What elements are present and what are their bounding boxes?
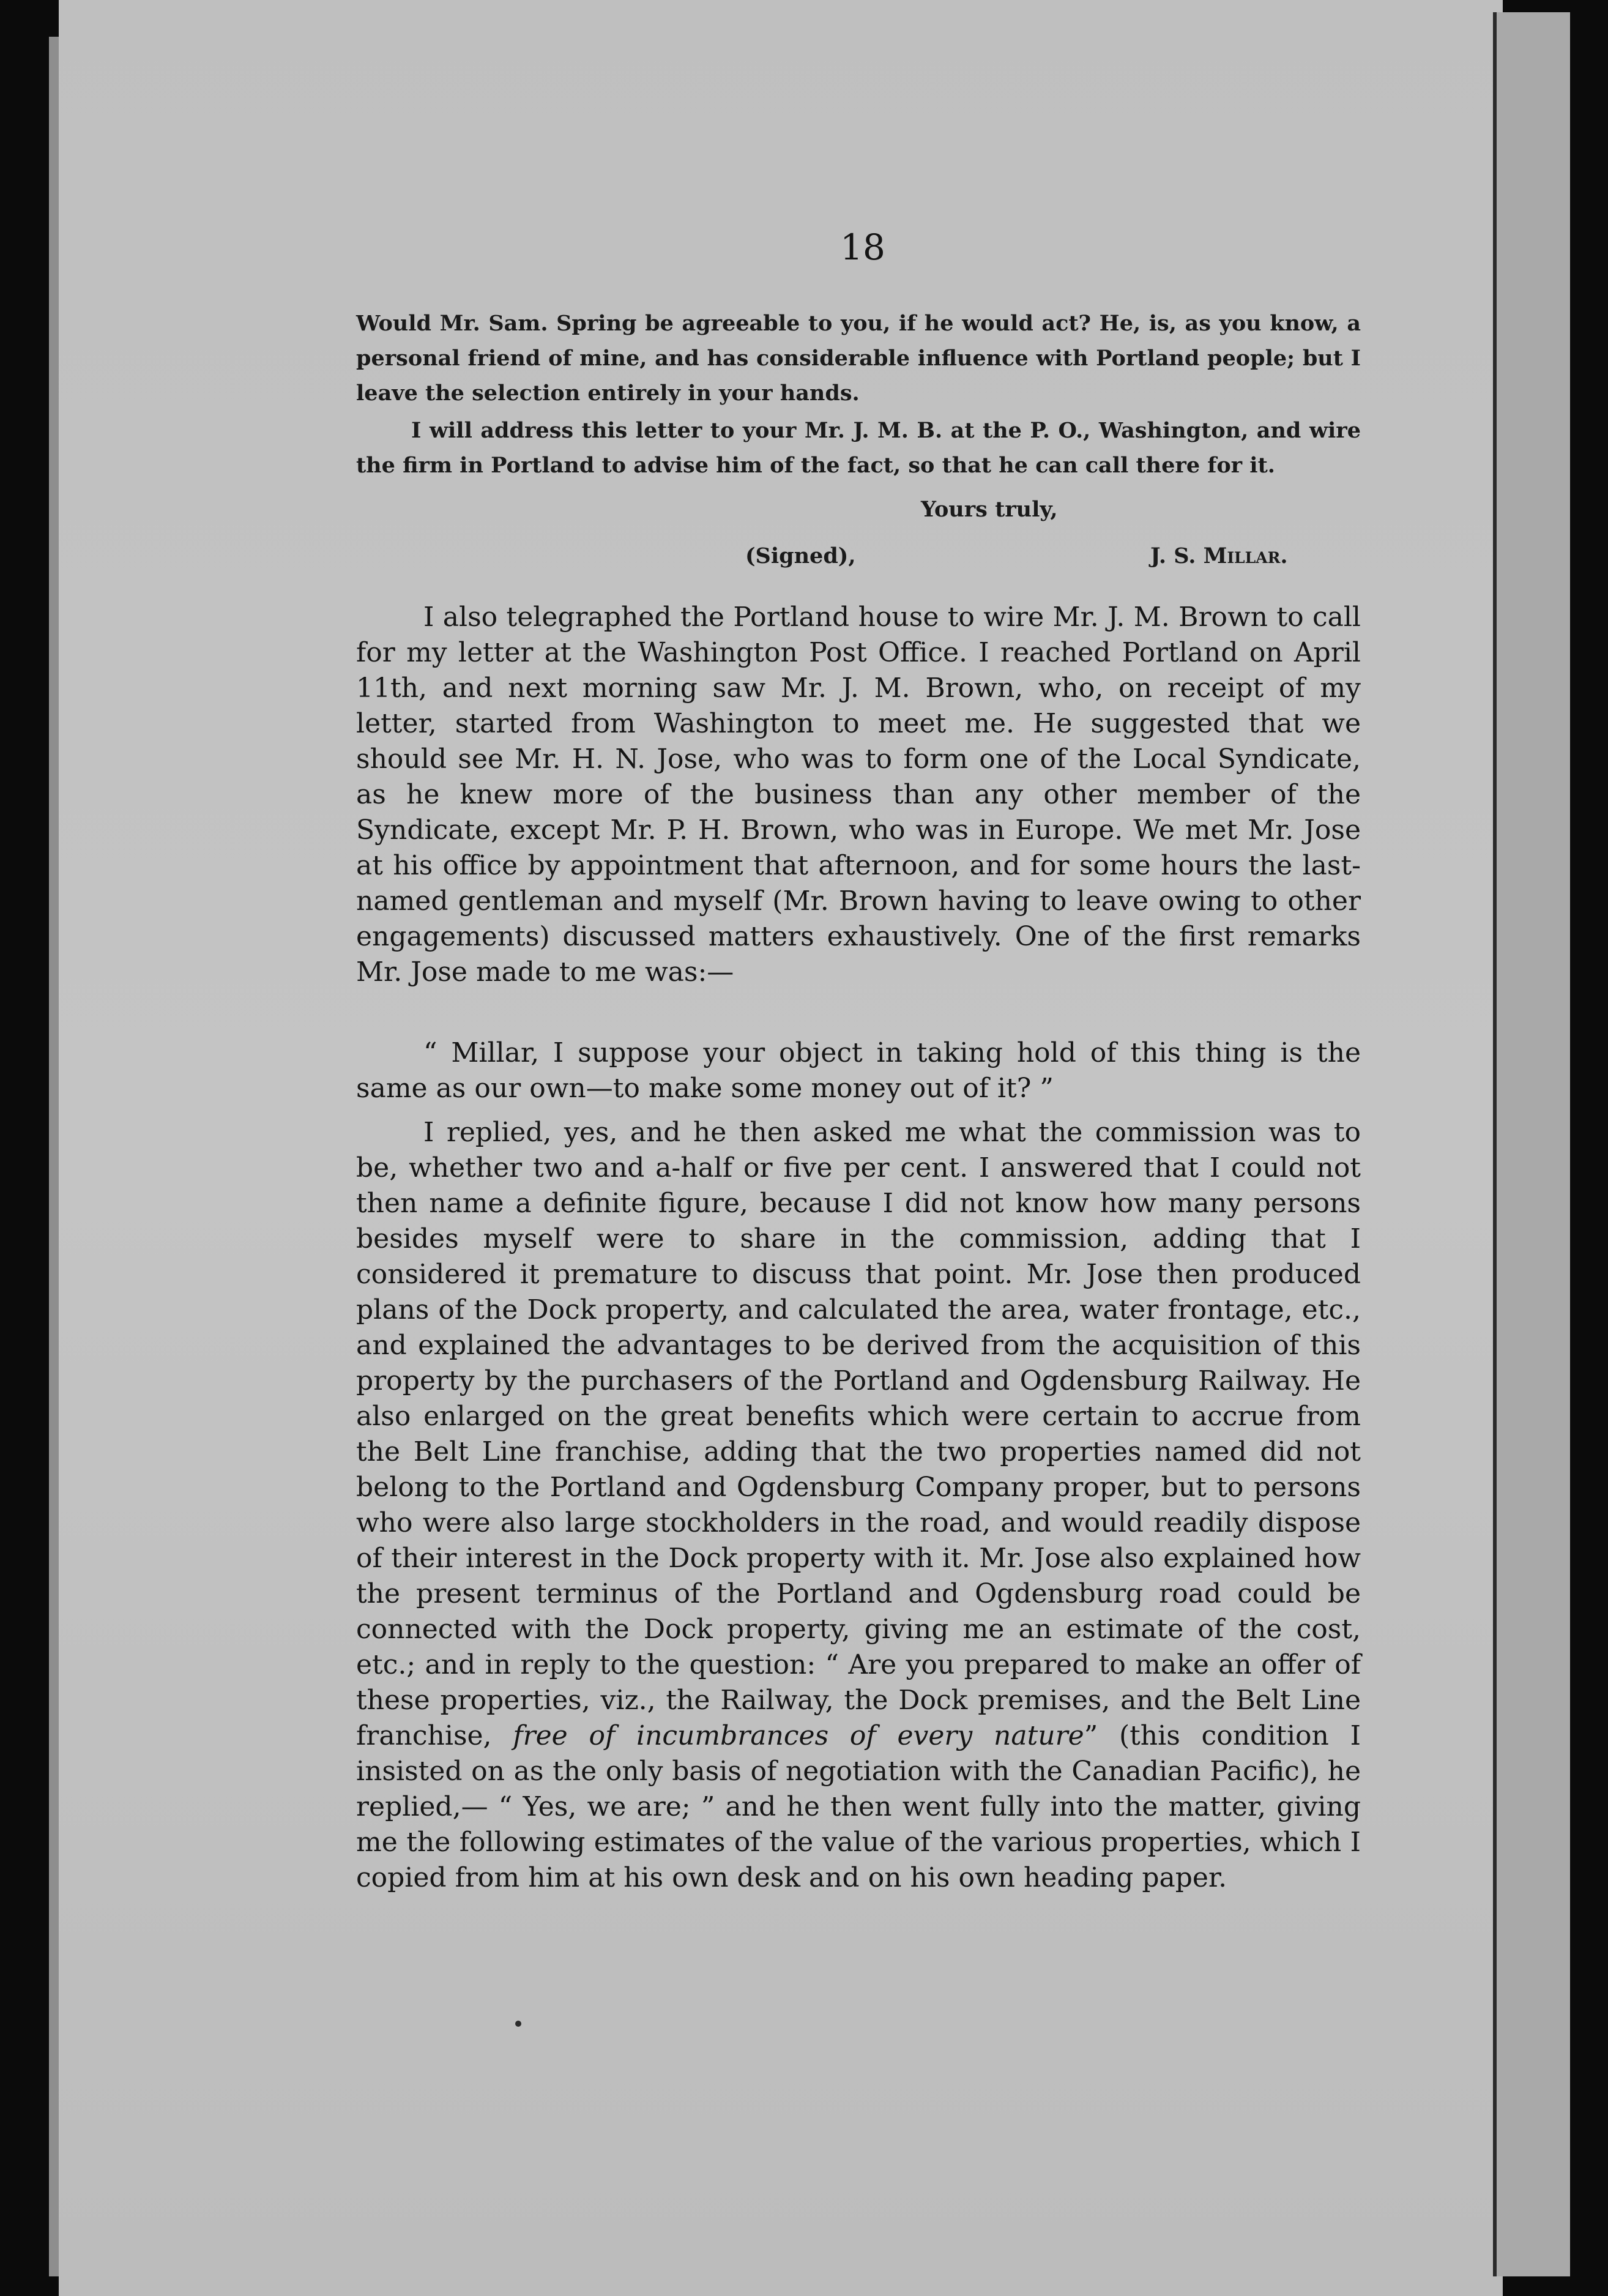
body-paragraph-3-start: I replied, yes, and he then asked me what the commission was to be, whether two and a-half or five per cent. I answered that I could not then name a definite figure, because I did not know how many persons besides myself were to share in the commission, adding that I considered it premature to discuss that point. Mr. Jose then produced plans of the Dock property, and calculated the area, water frontage, etc., and explained the advantages to be derived from the acquisition of this property by the purchasers of the Portland and Ogdensburg Railway. He also enlarged on the great benefits which were certain to accrue from the Belt Line franchise, adding that the two properties named did not belong to the Portland and Ogdensburg Company proper, but to persons who were also large stockholders in the road, and would readily dispose of their interest in the Dock property with it. Mr. Jose also explained how the present terminus of the Portland and Ogdensburg road could be connected with the Dock property, giving me an estimate of the cost, etc.; and in reply to the question: “ Are you prepared to make an offer of these properties, viz., the Railway, the Dock premises, and the Belt Line franchise,: [356, 1117, 1361, 1751]
body-paragraph-1: I also telegraphed the Portland house to wire Mr. J. M. Brown to call for my letter at the Washington Post Office. I reached Portland on April 11th, and next morning saw Mr. J. M. Brown, who, on receipt of my letter, started from Washington to meet me. He suggested that we should see Mr. H. N. Jose, who was to form one of the Local Syndicate, as he knew more of the business than any other member of the Syndicate, except Mr. P. H. Brown, who was in Europe. We met Mr. Jose at his office by appointment that afternoon, and for some hours the last-named gentleman and myself (Mr. Brown having to leave owing to other engagements) discussed matters exhaustively. One of the first remarks Mr. Jose made to me was:—: [356, 602, 1361, 988]
body-paragraph-3: [356, 1115, 1361, 1896]
ink-speck: [515, 2021, 521, 2027]
body-paragraph-3-end: ” (this condition I insisted on as the only basis of negotiation with the Canadian Pacific), he replied,— “ Yes, we are; ” and he then went fully into the matter, giving me the following estimates of the value of the various properties, which I copied from him at his own desk and on his own heading paper.: [356, 1720, 1361, 1893]
signed-label: (Signed),: [745, 543, 856, 568]
page-number: 18: [840, 226, 885, 268]
letter-signature: J. S. Millar.: [1150, 543, 1288, 568]
italic-phrase: free of incumbrances of every nature: [513, 1720, 1084, 1751]
letter-closing: Yours truly,: [921, 497, 1058, 522]
next-page-edge: [1493, 12, 1570, 2276]
letter-paragraph-2: I will address this letter to your Mr. J. M. B. at the P. O., Washington, and wire the firm in Portland to advise him of the fact, so that he can call there for it.: [356, 418, 1361, 478]
body-paragraph-quote: “ Millar, I suppose your object in taking hold of this thing is the same as our own—to make some money out of it? ”: [356, 1037, 1361, 1104]
letter-paragraph-1: Would Mr. Sam. Spring be agreeable to you, if he would act? He, is, as you know, a personal friend of mine, and has considerable influence with Portland people; but I leave the selection entirely in your hands.: [356, 311, 1361, 406]
